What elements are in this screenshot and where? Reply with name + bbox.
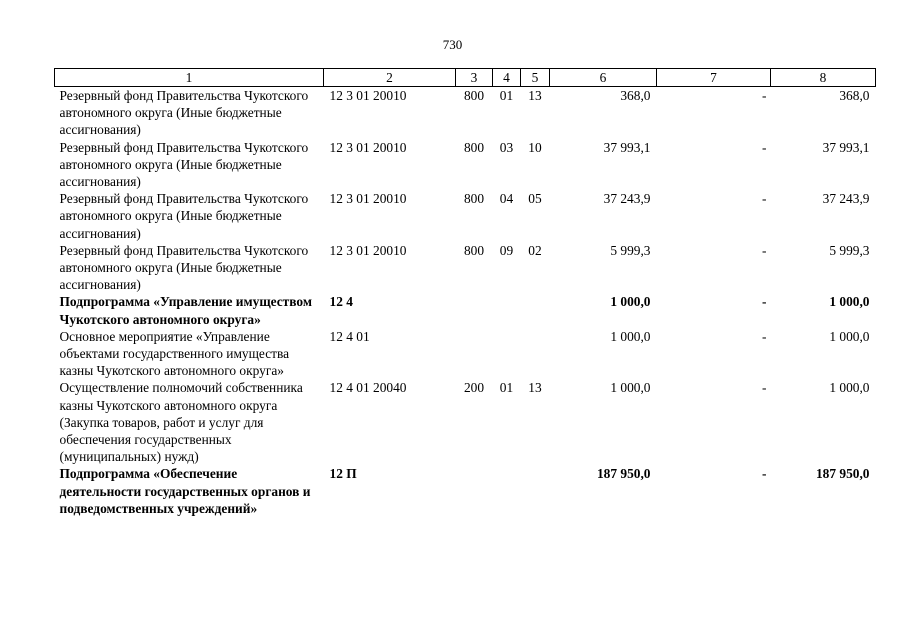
column-header-8: 8 — [771, 69, 876, 87]
row-col8-value: 1 000,0 — [829, 380, 870, 396]
row-col7-value: - — [762, 88, 767, 103]
row-col7-value: - — [762, 191, 767, 207]
row-col7-value: - — [762, 294, 767, 310]
table-row — [55, 293, 876, 327]
row-col5-cell: 05 — [528, 191, 542, 207]
row-name-cell: Резервный фонд Правительства Чукотского автономного округа (Иные бюджетные ассигнования) — [59, 242, 309, 293]
row-col5-cell: 02 — [528, 242, 542, 258]
row-col5-cell — [521, 328, 550, 380]
row-col4-cell: 03 — [499, 139, 514, 155]
row-col7-value: - — [762, 328, 767, 344]
row-col8-value: 1 000,0 — [829, 294, 870, 310]
row-col8-value: 1 000,0 — [829, 328, 870, 344]
table-row — [55, 190, 876, 242]
row-col4-cell: 01 — [499, 88, 514, 103]
row-code-cell: 12 3 01 20010 — [329, 88, 407, 103]
row-col5-cell — [521, 465, 550, 517]
row-col8-value: 5 999,3 — [829, 242, 870, 258]
row-col5-cell — [521, 293, 550, 327]
row-col6-value: 5 999,3 — [610, 242, 651, 258]
row-col7-value: - — [762, 466, 767, 482]
column-header-1: 1 — [55, 69, 324, 87]
row-col4-cell: 04 — [499, 191, 514, 207]
row-name-cell: Подпрограмма «Управление имуществом Чукотского автономного округа» — [59, 294, 312, 327]
row-name-cell: Резервный фонд Правительства Чукотского автономного округа (Иные бюджетные ассигнования) — [59, 88, 309, 138]
column-header-6: 6 — [550, 69, 657, 87]
row-col3-cell: 800 — [463, 139, 485, 155]
row-col4-cell: 01 — [499, 380, 514, 396]
column-header-5: 5 — [521, 69, 550, 87]
row-col3-cell: 800 — [463, 191, 485, 207]
row-col4-cell — [493, 328, 521, 380]
table-row — [55, 328, 876, 380]
row-col5-cell: 13 — [528, 380, 542, 396]
row-code-cell: 12 4 01 20040 — [329, 380, 407, 396]
row-name-cell: Подпрограмма «Обеспечение деятельности государственных органов и подведомственных учреждений» — [59, 466, 311, 516]
row-col7-value: - — [762, 242, 767, 258]
row-code-cell: 12 П — [329, 466, 357, 482]
table-row — [55, 87, 876, 139]
row-name-cell: Резервный фонд Правительства Чукотского автономного округа (Иные бюджетные ассигнования) — [59, 191, 309, 241]
row-col4-cell — [493, 293, 521, 327]
row-col6-value: 1 000,0 — [610, 294, 651, 310]
row-col3-cell — [456, 293, 493, 327]
row-col8-value: 37 993,1 — [822, 139, 870, 155]
row-name-cell: Резервный фонд Правительства Чукотского автономного округа (Иные бюджетные ассигнования) — [59, 139, 309, 190]
row-col3-cell — [456, 328, 493, 380]
row-col8-value: 187 950,0 — [815, 466, 870, 482]
row-col7-value: - — [762, 139, 767, 155]
row-col3-cell — [456, 465, 493, 517]
table-row — [55, 242, 876, 294]
row-col6-value: 37 243,9 — [603, 191, 651, 207]
table-row — [55, 139, 876, 191]
row-col6-value: 1 000,0 — [610, 380, 651, 396]
budget-table — [54, 68, 876, 517]
row-code-cell: 12 4 01 — [329, 328, 370, 344]
column-header-2: 2 — [324, 69, 456, 87]
row-col4-cell — [493, 465, 521, 517]
table-row — [55, 465, 876, 517]
table-row — [55, 379, 876, 465]
row-col3-cell: 800 — [463, 242, 485, 258]
row-col6-value: 37 993,1 — [603, 139, 651, 155]
column-header-3: 3 — [456, 69, 493, 87]
column-header-7: 7 — [657, 69, 771, 87]
row-col4-cell: 09 — [499, 242, 514, 258]
column-header-4: 4 — [493, 69, 521, 87]
row-code-cell: 12 3 01 20010 — [329, 139, 407, 155]
header-row — [55, 69, 876, 87]
row-name-cell: Осуществление полномочий собственника казны Чукотского автономного округа (Закупка товаров, работ и услуг для обеспечения государственных (муниципальных) нужд) — [59, 380, 303, 465]
table-body — [55, 87, 876, 518]
row-col5-cell: 10 — [528, 139, 542, 155]
row-col6-value: 187 950,0 — [596, 466, 651, 482]
row-col5-cell: 13 — [528, 88, 542, 103]
row-code-cell: 12 3 01 20010 — [329, 191, 407, 207]
row-col6-value: 1 000,0 — [610, 328, 651, 344]
row-col8-value: 37 243,9 — [822, 191, 870, 207]
row-code-cell: 12 4 — [329, 294, 353, 310]
row-col7-value: - — [762, 380, 767, 396]
row-name-cell: Основное мероприятие «Управление объектами государственного имущества казны Чукотского автономного округа» — [59, 328, 290, 379]
row-col3-cell: 800 — [463, 88, 485, 103]
row-col8-value: 368,0 — [839, 88, 870, 103]
page-number: 730 — [442, 37, 463, 52]
row-col6-value: 368,0 — [620, 88, 651, 103]
row-col3-cell: 200 — [463, 380, 485, 396]
row-code-cell: 12 3 01 20010 — [329, 242, 407, 258]
